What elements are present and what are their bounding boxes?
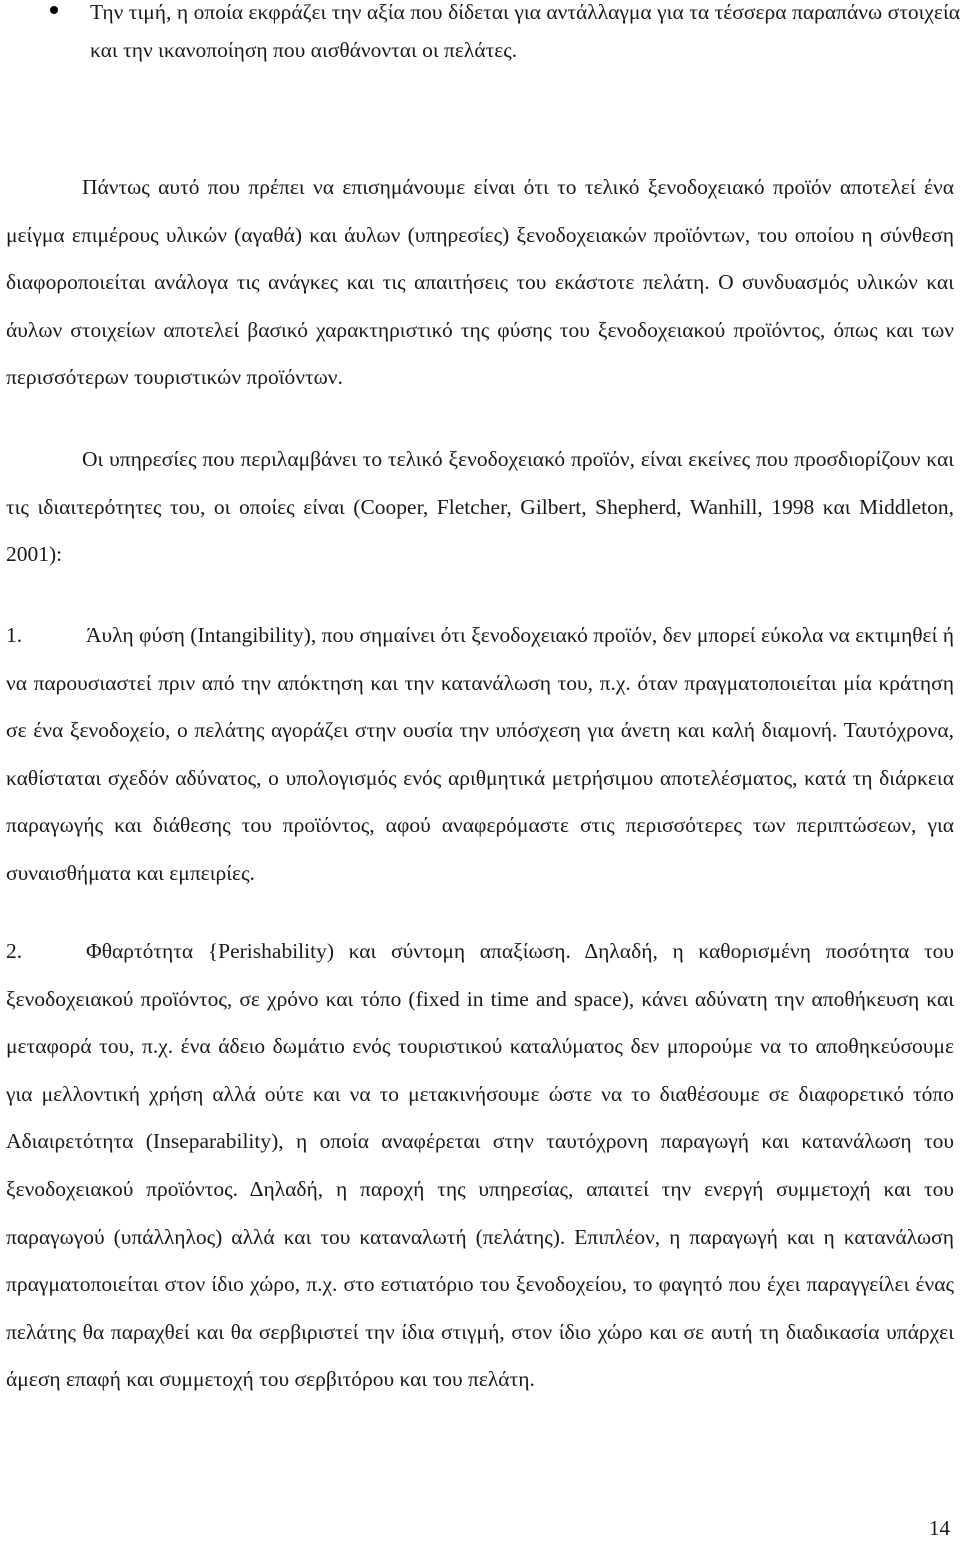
list-item-text: Φθαρτότητα {Perishability) και σύντομη απαξίωση. Δηλαδή, η καθορισμένη ποσότητα του ξενοδοχειακού προϊόντος, σε χρόνο και τόπο (fixed in time and space), κάνει αδύνατη την αποθήκευση και μεταφορά του, π.χ. ένα άδειο δωμάτιο ενός τουριστικού καταλύματος δεν μπορούμε να το αποθηκεύσουμε για μελλοντική χρήση αλλά ούτε και να το μετακινήσουμε ώστε να το διαθέσουμε σε διαφορετικό τόπο Αδιαιρετότητα (Inseparability), η οποία αναφέρεται στην ταυτόχρονη παραγωγή και κατανάλωση του ξενοδοχειακού προϊόντος. Δηλαδή, η παροχή της υπηρεσίας, απαιτεί την ενεργή συμμετοχή και του παραγωγού (υπάλληλος) αλλά και του καταναλωτή (πελάτης). Επιπλέον, η παραγωγή και η κατανάλωση πραγματοποιείται στον ίδιο χώρο, π.χ. στο εστιατόριο του ξενοδοχείου, το φαγητό που έχει παραγγείλει ένας πελάτης θα παραχθεί και θα σερβιριστεί την ίδια στιγμή, στον ίδιο χώρο και σε αυτή τη διαδικασία υπάρχει άμεση επαφή και συμμετοχή του σερβιτόρου και του πελάτη. <box>6 939 954 1392</box>
paragraph-mixed-product: Πάντως αυτό που πρέπει να επισημάνουμε είναι ότι το τελικό ξενοδοχειακό προϊόν αποτελεί ένα μείγμα επιμέρους υλικών (αγαθά) και άυλων (υπηρεσίες) ξενοδοχειακών προϊόντων, του οποίου η σύνθεση διαφοροποιείται ανάλογα τις ανάγκες και τις απαιτήσεις του εκάστοτε πελάτη. Ο συνδυασμός υλικών και άυλων στοιχείων αποτελεί βασικό χαρακτηριστικό της φύσης του ξενοδοχειακού προϊόντος, όπως και των περισσότερων τουριστικών προϊόντων. <box>6 175 954 390</box>
list-number: 2. <box>6 939 23 963</box>
paragraph-services: Οι υπηρεσίες που περιλαμβάνει το τελικό ξενοδοχειακό προϊόν, είναι εκείνες που προσδιορίζουν και τις ιδιαιτερότητες του, οι οποίες είναι (Cooper, Fletcher, Gilbert, Shepherd, Wanhill, 1998 και Middleton, 2001): <box>6 447 954 567</box>
list-item-intangibility <box>6 612 954 898</box>
bullet-text: Την τιμή, η οποία εκφράζει την αξία που δίδεται για αντάλλαγμα για τα τέσσερα παραπάνω στοιχεία και την ικανοποίηση που αισθάνονται οι πελάτες. <box>90 0 960 62</box>
page-number: 14 <box>929 1516 950 1540</box>
bullet-dot-icon <box>50 6 58 14</box>
list-item-text: Άυλη φύση (Intangibility), που σημαίνει ότι ξενοδοχειακό προϊόν, δεν μπορεί εύκολα να εκτιμηθεί ή να παρουσιαστεί πριν από την απόκτηση και την κατανάλωση του, π.χ. όταν πραγματοποιείται μία κράτηση σε ένα ξενοδοχείο, ο πελάτης αγοράζει στην ουσία την υπόσχεση για άνετη και καλή διαμονή. Ταυτόχρονα, καθίσταται σχεδόν αδύνατος, ο υπολογισμός ενός αριθμητικά μετρήσιμου αποτελέσματος, κατά τη διάρκεια παραγωγής και διάθεσης του προϊόντος, αφού αναφερόμαστε στις περισσότερες των περιπτώσεων, για συναισθήματα και εμπειρίες. <box>6 623 954 885</box>
list-item-perishability <box>6 928 954 1404</box>
list-number: 1. <box>6 623 23 647</box>
